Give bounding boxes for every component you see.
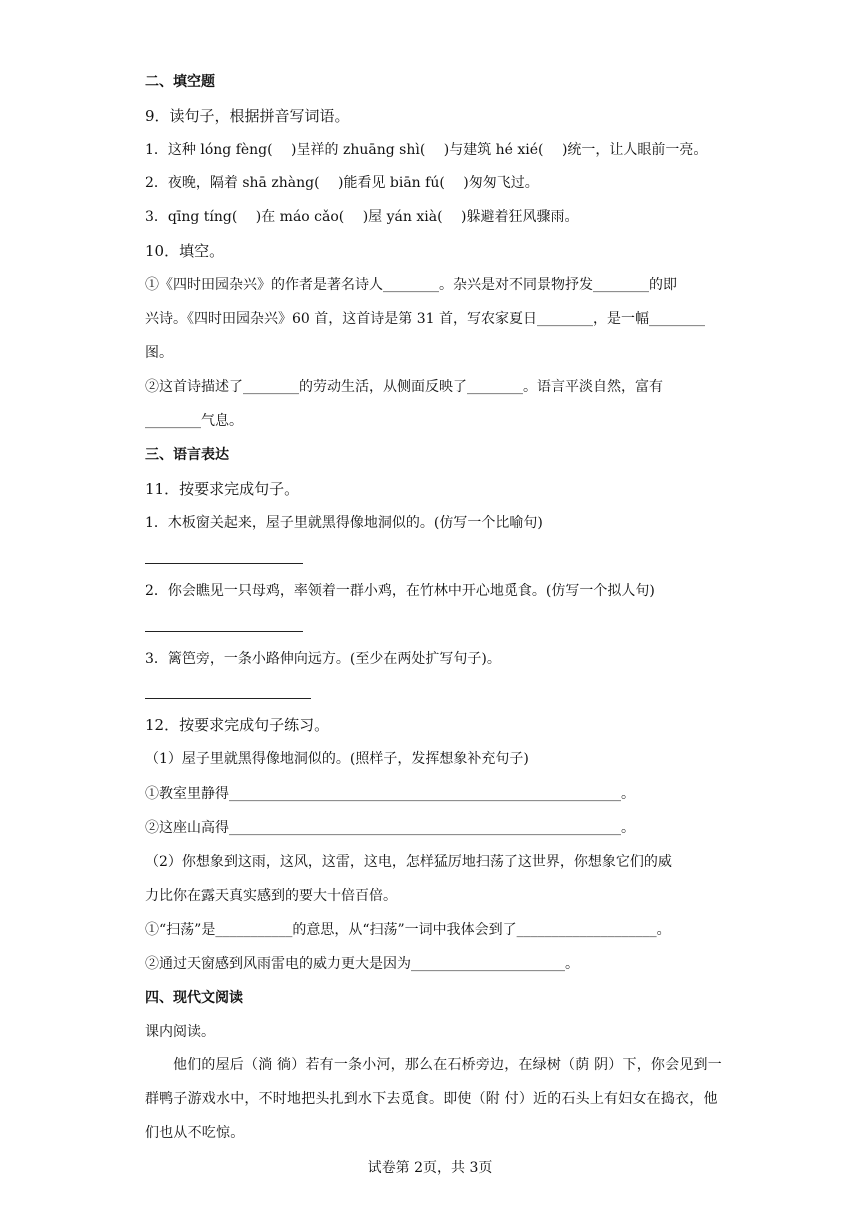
section-reading-heading: 四、现代文阅读: [145, 990, 243, 1006]
question-11-title: 11．按要求完成句子。: [145, 480, 300, 498]
reading-paragraph-text: 他们的屋后（淌 徜）若有一条小河，那么在石桥旁边，在绿树（荫 阴）下，你会见到一群鸭子游戏水中，不时地把头扎到水下去觅食。即使（附 付）近的石头上有妇女在捣衣，他们也从不吃惊。: [145, 1057, 722, 1141]
question-10-line-1: ①《四时田园杂兴》的作者是著名诗人________。杂兴是对不同景物抒发________的即: [145, 277, 677, 293]
question-12-sub2-a: ①“扫荡”是___________的意思，从“扫荡”一词中我体会到了____________________。: [145, 922, 671, 938]
reading-paragraph: [145, 1048, 725, 1150]
reading-intro: 课内阅读。: [145, 1024, 215, 1040]
question-9-title: 9．读句子，根据拼音写词语。: [145, 107, 350, 125]
question-12-sub2-line-2: 力比你在露天真实感到的要大十倍百倍。: [145, 888, 397, 904]
question-9-line-1: 1．这种 lóng fèng( )呈祥的 zhuāng shì( )与建筑 hé xié( )统一，让人眼前一亮。: [145, 142, 708, 158]
question-9-line-3: 3．qīng tíng( )在 máo cǎo( )屋 yán xià( )躲避着狂风骤雨。: [145, 209, 579, 225]
question-10-line-3: 图。: [145, 345, 173, 361]
question-11-item-2: 2．你会瞧见一只母鸡，率领着一群小鸡，在竹林中开心地觅食。(仿写一个拟人句): [145, 583, 655, 599]
question-12-sub1: （1）屋子里就黑得像地洞似的。(照样子，发挥想象补充句子): [145, 751, 529, 767]
question-10-title: 10．填空。: [145, 242, 225, 260]
question-10-line-2: 兴诗。《四时田园杂兴》60 首，这首诗是第 31 首，写农家夏日________，是一幅________: [145, 311, 705, 327]
question-12-title: 12．按要求完成句子练习。: [145, 716, 330, 734]
question-11-item-3: 3．篱笆旁，一条小路伸向远方。(至少在两处扩写句子)。: [145, 651, 501, 667]
question-10-line-4: ②这首诗描述了________的劳动生活，从侧面反映了________。语言平淡自然，富有: [145, 379, 663, 395]
section-fill-blank-heading: 二、填空题: [145, 74, 215, 90]
question-9-line-2: 2．夜晚，隔着 shā zhàng( )能看见 biān fú( )匆匆飞过。: [145, 175, 539, 191]
answer-line-11-1[interactable]: [145, 563, 303, 564]
answer-line-11-2[interactable]: [145, 631, 303, 632]
question-11-item-1: 1．木板窗关起来，屋子里就黑得像地洞似的。(仿写一个比喻句): [145, 515, 543, 531]
answer-line-11-3[interactable]: [145, 698, 311, 699]
section-language-heading: 三、语言表达: [145, 447, 229, 463]
question-12-sub1-b: ②这座山高得________________________________________________________。: [145, 820, 635, 836]
question-12-sub2-b: ②通过天窗感到风雨雷电的威力更大是因为______________________。: [145, 956, 579, 972]
page-footer: 试卷第 2页，共 3页: [367, 1160, 493, 1176]
question-12-sub1-a: ①教室里静得________________________________________________________。: [145, 786, 635, 802]
question-10-line-5: ________气息。: [145, 413, 243, 429]
question-12-sub2-line-1: （2）你想象到这雨，这风，这雷，这电，怎样猛厉地扫荡了这世界，你想象它们的威: [145, 854, 672, 870]
